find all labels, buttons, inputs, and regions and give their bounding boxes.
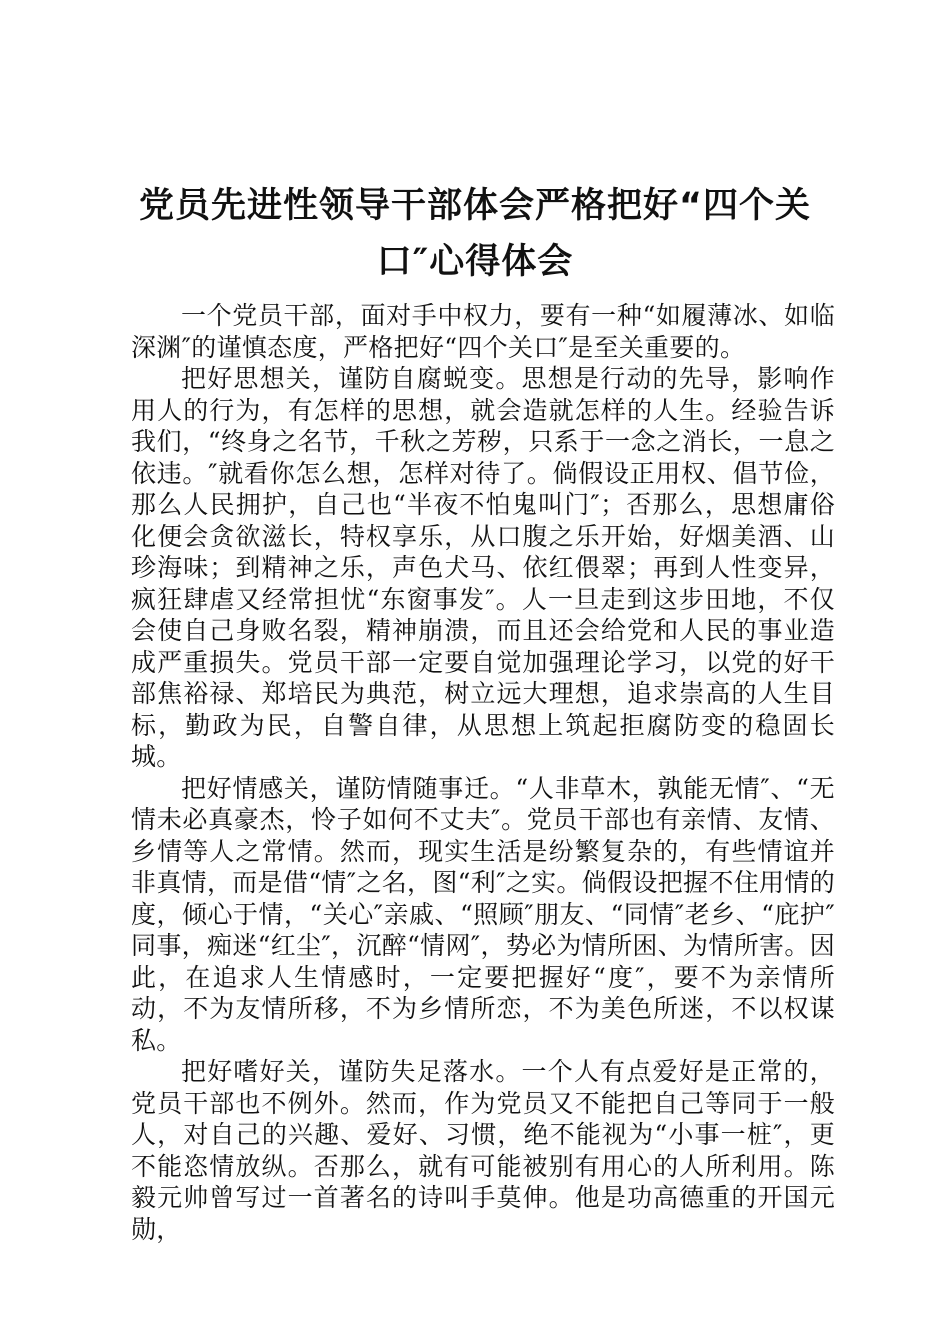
paragraph-hobby: 把好嗜好关，谨防失足落水。一个人有点爱好是正常的，党员干部也不例外。然而，作为党员又不能把自己等同于一般人，对自己的兴趣、爱好、习惯，绝不能视为“小事一桩″，更不能恣情放纵。否那么，就有可能被别有用心的人所利用。陈毅元帅曾写过一首著名的诗叫手莫伸。他是功高德重的开国元勋， <box>131 1057 835 1244</box>
title-line-1: 党员先进性领导干部体会严格把好“四个关 <box>138 186 811 226</box>
paragraph-emotion: 把好情感关，谨防情随事迁。“人非草木，孰能无情″、“无情未必真豪杰，怜子如何不丈夫″。党员干部也有亲情、友情、乡情等人之常情。然而，现实生活是纷繁复杂的，有些情谊并非真情，而是借“情″之名，图“利″之实。倘假设把握不住用情的度，倾心于情，“关心″亲戚、“照顾″朋友、“同情″老乡、“庇护″同事，痴迷“红尘″，沉醉“情网″，势必为情所困、为情所害。因此，在追求人生情感时，一定要把握好“度″，要不为亲情所动，不为友情所移，不为乡情所恋，不为美色所迷，不以权谋私。 <box>131 773 835 1055</box>
document-body <box>131 300 835 1245</box>
paragraph-intro: 一个党员干部，面对手中权力，要有一种“如履薄冰、如临深渊″的谨慎态度，严格把好“四个关口″是至关重要的。 <box>131 301 835 362</box>
document-title <box>120 178 830 290</box>
paragraph-thought: 把好思想关，谨防自腐蜕变。思想是行动的先导，影响作用人的行为，有怎样的思想，就会造就怎样的人生。经验告诉我们，“终身之名节，千秋之芳秽，只系于一念之消长，一息之依违。″就看你怎么想，怎样对待了。倘假设正用权、倡节俭，那么人民拥护，自己也“半夜不怕鬼叫门″；否那么，思想庸俗化便会贪欲滋长，特权享乐，从口腹之乐开始，好烟美酒、山珍海味；到精神之乐，声色犬马、依红偎翠；再到人性变异，疯狂肆虐又经常担忧“东窗事发″。人一旦走到这步田地，不仅会使自己身败名裂，精神崩溃，而且还会给党和人民的事业造成严重损失。党员干部一定要自觉加强理论学习，以党的好干部焦裕禄、郑培民为典范，树立远大理想，追求崇高的人生目标，勤政为民，自警自律，从思想上筑起拒腐防变的稳固长城。 <box>131 364 835 771</box>
title-line-2: 口″心得体会 <box>376 242 574 282</box>
